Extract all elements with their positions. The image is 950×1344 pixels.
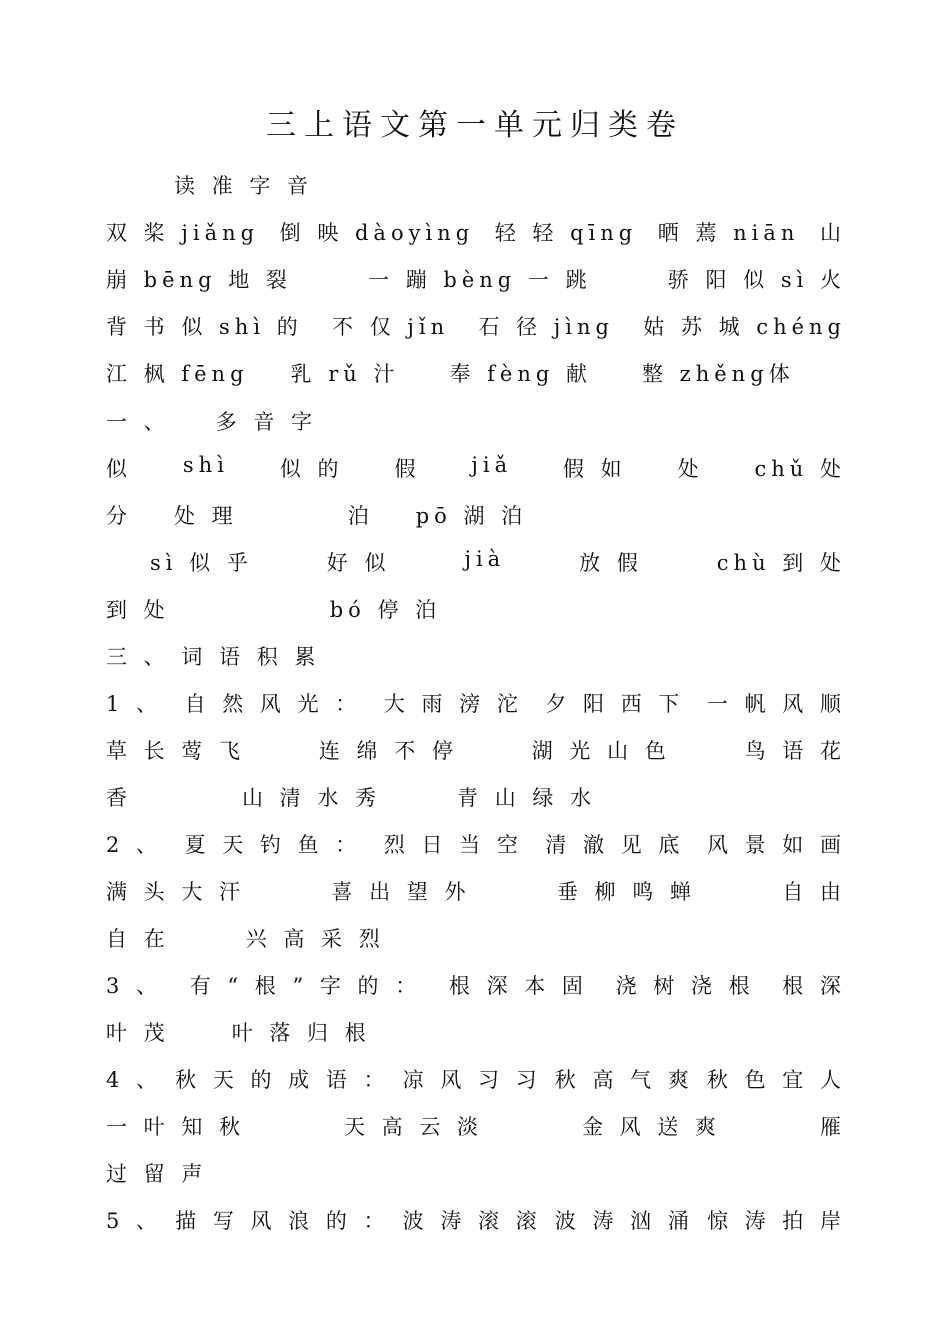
text-segment: 石 径 jìng	[478, 315, 614, 339]
text-segment: jiǎ	[471, 453, 513, 477]
text-segment: 一 帆 风 顺	[706, 692, 846, 716]
text-segment: 秋 高 气 爽	[554, 1068, 694, 1092]
text-segment: 秋 天 的 成 语 ：	[175, 1068, 390, 1092]
text-segment: 多 音 字	[215, 410, 318, 434]
text-segment: 分	[106, 504, 132, 528]
text-segment: 到 处	[106, 598, 170, 622]
text-segment: 根 深 本 固	[448, 974, 588, 998]
text-segment: 轻 轻 qīng	[494, 221, 638, 245]
text-segment: shì	[182, 453, 229, 477]
text-line	[106, 876, 846, 910]
text-segment: 假	[394, 457, 421, 481]
text-line	[106, 264, 846, 298]
text-line	[106, 970, 846, 1004]
text-segment: 叶 落 归 根	[231, 1021, 371, 1045]
text-segment: 山 清 水 秀	[242, 786, 382, 810]
text-segment: 一 叶 知 秋	[106, 1115, 246, 1139]
text-segment: 好 似	[326, 551, 391, 575]
text-segment: 5 、	[106, 1209, 163, 1233]
text-segment: pō 湖 泊	[415, 504, 528, 528]
text-segment: 大 雨 滂 沱	[383, 692, 523, 716]
text-segment: 浇 树 浇 根	[615, 974, 755, 998]
text-segment: 乳 rǔ 汁	[290, 362, 400, 386]
text-segment: 凉 风 习 习	[402, 1068, 542, 1092]
text-segment: 兴 高 采 烈	[245, 927, 385, 951]
text-segment: 香	[106, 786, 132, 810]
text-line	[106, 500, 846, 534]
text-segment: 自 然 风 光 ：	[184, 692, 362, 716]
text-line	[106, 170, 846, 204]
text-line	[106, 406, 846, 440]
text-segment: 倒 映 dàoyìng	[279, 221, 475, 245]
text-line	[106, 1111, 846, 1145]
text-segment: 风 景 如 画	[706, 833, 846, 857]
text-line	[106, 358, 846, 392]
text-segment: 一 、	[106, 410, 170, 434]
text-segment: 崩 bēng 地 裂	[106, 268, 292, 292]
text-segment: 奉 fèng 献	[449, 362, 592, 386]
text-segment: 有 “ 根 ” 字 的 ：	[189, 974, 422, 998]
text-segment: 叶 茂	[106, 1021, 170, 1045]
text-segment: 烈 日 当 空	[383, 833, 523, 857]
text-segment: 青 山 绿 水	[457, 786, 597, 810]
text-segment: 过 留 声	[106, 1162, 208, 1186]
text-line	[106, 453, 846, 487]
text-segment: 1 、	[106, 692, 163, 716]
text-segment: 读 准 字 音	[174, 174, 314, 198]
text-segment: 自 由	[782, 880, 846, 904]
text-line	[106, 547, 846, 581]
text-line	[106, 311, 846, 345]
text-line	[106, 1158, 846, 1192]
text-segment: 自 在	[106, 927, 170, 951]
text-segment: 骄 阳 似 sì 火	[667, 268, 846, 292]
text-segment: 江 枫 fēng	[106, 362, 249, 386]
text-segment: 处 理	[174, 504, 238, 528]
text-line	[106, 923, 846, 957]
text-segment: 草 长 莺 飞	[106, 739, 246, 763]
text-line	[106, 1205, 846, 1239]
text-segment: 泊	[347, 504, 374, 528]
text-segment: 夏 天 钓 鱼 ：	[184, 833, 362, 857]
text-line	[106, 1017, 846, 1051]
text-segment: 满 头 大 汗	[106, 880, 246, 904]
text-segment: chù 到 处	[716, 551, 846, 575]
text-segment: 雁	[820, 1115, 846, 1139]
text-segment: 根 深	[782, 974, 846, 998]
text-segment: 似 的	[279, 457, 344, 481]
text-segment: 清 澈 见 底	[545, 833, 685, 857]
text-segment: 喜 出 望 外	[331, 880, 471, 904]
text-segment: bó 停 泊	[329, 598, 442, 622]
text-line	[106, 594, 846, 628]
text-line	[106, 641, 846, 675]
text-segment: 天 高 云 淡	[344, 1115, 484, 1139]
text-segment: sì 似 乎	[150, 551, 253, 575]
text-segment: 3 、	[106, 974, 163, 998]
text-segment: 似	[106, 457, 132, 481]
text-segment: 一 蹦 bèng 一 跳	[368, 268, 592, 292]
text-line	[106, 688, 846, 722]
text-segment: 波 涛 滚 滚	[402, 1209, 542, 1233]
text-segment: 不 仅 jǐn	[332, 315, 450, 339]
text-segment: 4 、	[106, 1068, 163, 1092]
text-segment: 双 桨 jiǎng	[106, 221, 260, 245]
text-line	[106, 1064, 846, 1098]
text-segment: 湖 光 山 色	[531, 739, 671, 763]
text-line	[106, 782, 846, 816]
text-segment: 处	[677, 457, 704, 481]
text-segment: 假 如	[563, 457, 627, 481]
text-line	[106, 217, 846, 251]
text-segment: jià	[464, 547, 506, 571]
text-segment: 三 、 词 语 积 累	[106, 645, 321, 669]
text-segment: 晒 蔫 niān	[657, 221, 800, 245]
text-segment: 整 zhěng体	[641, 362, 795, 386]
text-segment: 放 假	[579, 551, 643, 575]
text-segment: 描 写 风 浪 的 ：	[175, 1209, 390, 1233]
text-segment: chǔ 处	[754, 457, 846, 481]
page-title: 三上语文第一单元归类卷	[266, 108, 684, 143]
text-segment: 连 绵 不 停	[318, 739, 458, 763]
text-segment: 垂 柳 鸣 蝉	[556, 880, 696, 904]
text-line	[106, 829, 846, 863]
text-segment: 夕 阳 西 下	[545, 692, 685, 716]
text-segment: 金 风 送 爽	[582, 1115, 722, 1139]
text-segment: 惊 涛 拍 岸	[706, 1209, 846, 1233]
text-segment: 波 涛 汹 涌	[554, 1209, 694, 1233]
text-segment: 背 书 似 shì 的	[106, 315, 303, 339]
text-segment: 2 、	[106, 833, 163, 857]
text-segment: 姑 苏 城 chéng	[643, 315, 846, 339]
text-line	[106, 735, 846, 769]
text-segment: 秋 色 宜 人	[706, 1068, 846, 1092]
text-segment: 山	[819, 221, 846, 245]
text-segment: 鸟 语 花	[744, 739, 846, 763]
